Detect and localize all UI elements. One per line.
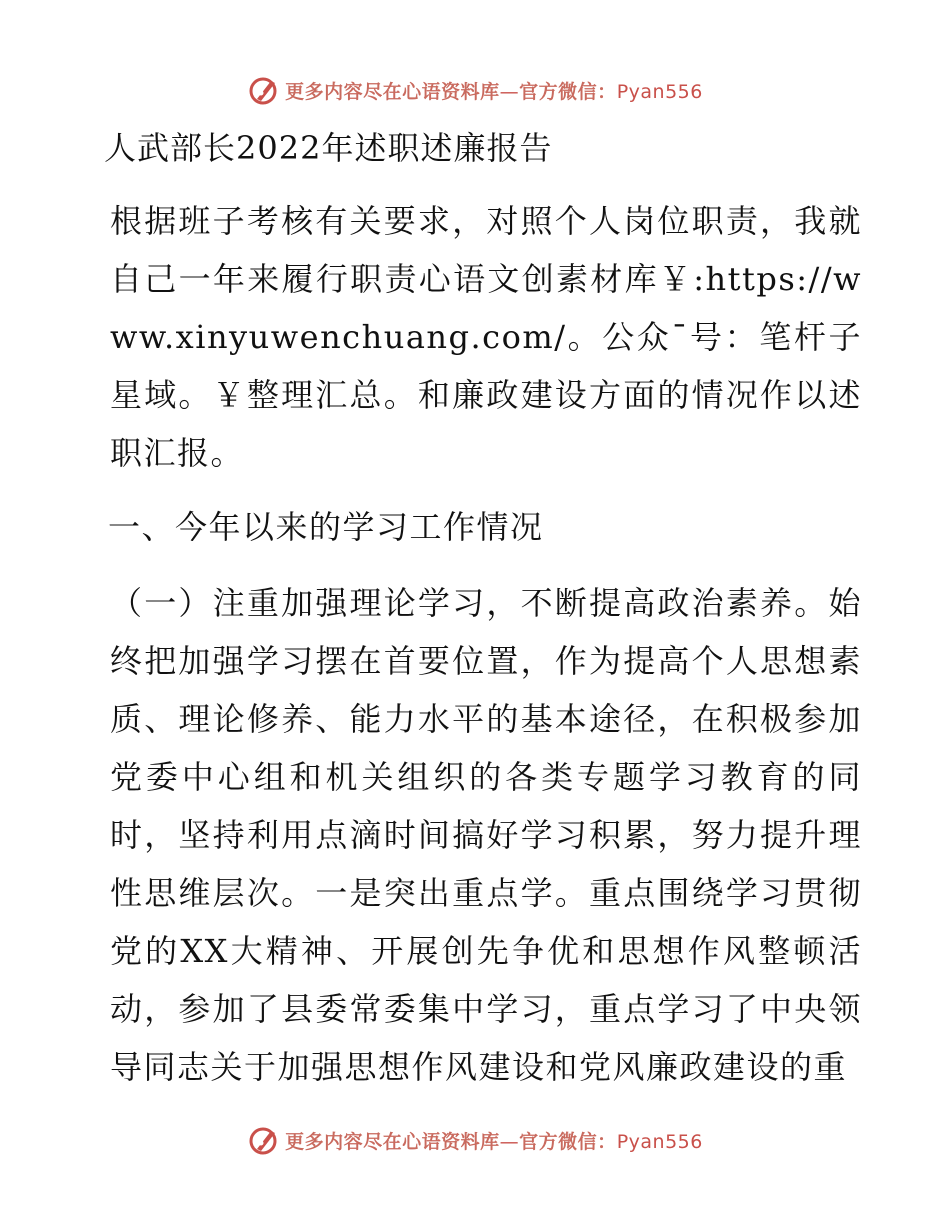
footer-watermark — [0, 1120, 950, 1160]
study-paragraph: （一）注重加强理论学习，不断提高政治素养。始终把加强学习摆在首要位置，作为提高个人思想素质、理论修养、能力水平的基本途径，在积极参加党委中心组和机关组织的各类专题学习教育的同时，坚持利用点滴时间搞好学习积累，努力提升理性思维层次。一是突出重点学。重点围绕学习贯彻党的XX大精神、开展创先争优和思想作风整顿活动，参加了县委常委集中学习，重点学习了中央领导同志关于加强思想作风建设和党风廉政建设的重 — [110, 584, 862, 1086]
watermark-account: Pyan556 — [616, 80, 703, 103]
intro-paragraph: 根据班子考核有关要求，对照个人岗位职责，我就自己一年来履行职责心语文创素材库￥:https://www.xinyuwenchuang.com/。公众¯号：笔杆子星域。￥整理汇总。和廉政建设方面的情况作以述职汇报。 — [110, 202, 862, 472]
pen-logo-icon — [247, 73, 281, 107]
watermark-separator: — — [499, 80, 520, 103]
watermark-suffix: 官方微信： — [519, 1130, 617, 1153]
watermark-site: 更多内容尽在心语资料库 — [285, 80, 500, 103]
document-title: 人武部长2022年述职述廉报告 — [104, 129, 553, 167]
watermark-text — [285, 77, 703, 104]
watermark-text — [285, 1127, 703, 1154]
watermark-account: Pyan556 — [616, 1130, 703, 1153]
section-heading: 一、今年以来的学习工作情况 — [108, 508, 544, 546]
watermark-separator: — — [499, 1130, 520, 1153]
header-watermark — [0, 70, 950, 110]
watermark-suffix: 官方微信： — [519, 80, 617, 103]
watermark-site: 更多内容尽在心语资料库 — [285, 1130, 500, 1153]
pen-logo-icon — [247, 1123, 281, 1157]
